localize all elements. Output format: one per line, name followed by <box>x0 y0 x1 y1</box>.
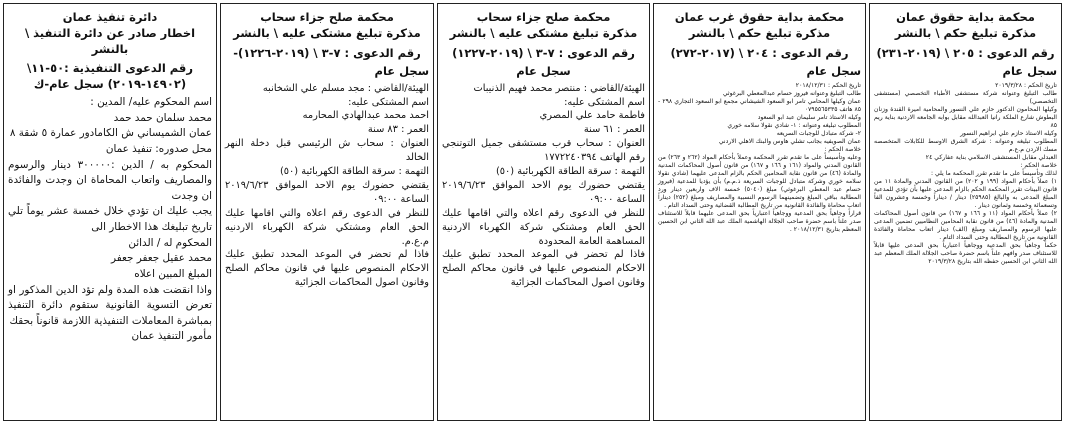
notice-column <box>3 3 217 421</box>
notice-line: وكيلها المحامون الدكتور حازم علي النسور والمحامية اميرة القندة وزنان البطوش شارع الملكة رانيا العبدالله مقابل بوابه الجامعه الاردنية بناية ريم ٨٥ <box>874 105 1057 129</box>
notice-line: اسم المشتكى عليه: <box>564 96 645 108</box>
notice-line: خلاصة الحكم : <box>824 145 861 153</box>
notice-line: طالب التبليغ وعنوانه فيروز حسام عبدالمعطي البرغوثي <box>722 89 861 97</box>
notice-line: عمان وكيلها المحامي تامر ابو السعود الشيشاني مجمع ابو السعود التجاري ٢٩٨ - ٨٥ هاتف ٠٧٩٥٥٦٥٣٣٥ <box>658 97 861 113</box>
court-name: محكمة صلح جزاء سحاب <box>260 10 394 24</box>
notice-line: الهيئة/القاضي : مجد مسلم علي الشخانبه <box>262 82 429 94</box>
record-label: سجل عام <box>374 63 429 78</box>
notice-line: العمر : ٨٣ سنة <box>367 124 429 136</box>
notice-line: محل صدوره: تنفيذ عمان <box>105 143 212 156</box>
notice-line: وكيله الاستاذ تامر سليمان عبد ابو السعود <box>757 113 861 121</box>
notice-line: مأمور التنفيذ عمان <box>131 330 212 343</box>
notice-line: المطلوب تبليغه وعنوانه : ١- شادي نقولا سلامه خوري <box>727 121 861 129</box>
court-name: محكمة صلح جزاء سحاب <box>476 10 611 24</box>
notice-line: يجب عليك ان تؤدي خلال خمسة عشر يوماً تلي تاريخ تبليغك هذا الاخطار الى <box>8 205 212 234</box>
case-number: رقم الدعوى : ٧-٣ \ (٢٠١٩-١٢٢٧) <box>452 45 635 60</box>
notice-line: التهمة : سرقة الطاقة الكهربائية (٥٠) <box>495 166 645 178</box>
notice-line: يقتضي حضورك يوم الاحد الموافق ٢٠١٩/٦/٢٣ الساعة ٠٩:٠٠ <box>225 179 429 205</box>
notice-line: العنوان : سحاب قرب مستشفى جميل التوتنجي رقم الهاتف ١٧٧٢٢٤٠٣٩٤ <box>442 138 645 164</box>
notice-line: فاذا لم تحضر في الموعد المحدد تطبق عليك الاحكام المنصوص عليها في قانون محاكم الصلح وقانون اصول المحاكمات الجزائية <box>442 249 645 289</box>
notice-line: للنظر في الدعوى رقم اعلاه والتي اقامها عليك الحق العام ومشتكي شركة الكهرباء الاردنية المساهمة العامة المحدودة <box>442 207 645 247</box>
notice-line: اسم المحكوم عليه/ المدين : <box>90 96 212 109</box>
record-label: سجل عام <box>516 63 571 78</box>
notice-line: محمد سلمان حمد حمد <box>113 111 212 124</box>
notice-column <box>437 3 650 421</box>
notice-line: ١) عملاً بأحكام المواد (١٩٩ و ٢٠٢) من القانون المدني والمادة ١١ من قانون البينات تقرر المحكمة الحكم بالزام المدعى عليها بأن تؤدي للمدعية المبلغ المدعى به والبالغ (٢٥٩٨٥) دينار / ديناراً وخمسة وعشرون الفاً وتسعمائة وخمسة وثمانون دينار . <box>874 177 1057 210</box>
court-name: دائرة تنفيذ عمان <box>62 10 158 24</box>
memo-title: مذكرة تبليغ مشتكى عليه \ بالنشر <box>449 26 638 40</box>
notice-line: الهيئة/القاضي : منتصر محمد فهيم الذنيبات <box>473 82 645 94</box>
notice-line: خلاصة الحكم : <box>1020 161 1057 169</box>
notice-line: تاريخ الحكم : ٢٠١٩/٣/٢٨ <box>995 81 1057 89</box>
notice-line: تاريخ الحكم : ٢٠١٨/١٢/٣١ <box>795 81 861 89</box>
notice-line: وكيله الاستاذ حازم علي ابراهيم النسور <box>960 129 1057 137</box>
notice-line: احمد محمد عبدالهادي المحارمه <box>302 110 429 122</box>
case-number: رقم الدعوى التنفيذية :٥٠-١١\ (١٤٩٠٢-٢٠١٩) سجل عام-ك <box>27 61 193 92</box>
court-name: محكمة بداية حقوق غرب عمان <box>674 10 845 24</box>
notice-line: العنوان : سحاب ش الرئيسي قبل دخلة النهر الخالد <box>225 138 429 164</box>
memo-title: اخطار صادر عن دائرة التنفيذ \ بالنشر <box>24 26 196 56</box>
notice-line: عمان الصويفيه بجانب تشلي هاوس والبنك الاهلي الاردني <box>718 137 861 145</box>
notice-column <box>653 3 866 421</box>
notice-line: ٢) عملاً بأحكام المواد (١١ و ١٦٦ و ١٦٧) من قانون أصول المحاكمات المدنية والمادة (٤٦) من قانون نقابة المحامين النظاميين تضمين المدعى عليها الرسوم والمصاريف ومبلغ (الف) دينار اتعاب محاماة والفائدة القانونية من تاريخ المطالبة وحتى السداد التام . <box>874 210 1057 242</box>
notice-line: العبدلي مقابل المستشفى الاسلامي بناية عفاركي ٢٤ <box>925 153 1057 161</box>
notice-line: عمان الشميساني ش الكامادور عمارة ٥ شقة ٨ <box>9 127 212 140</box>
notice-line: المحكوم له / الدائن <box>128 236 212 249</box>
notice-line: التهمة : سرقة الطاقة الكهربائية (٥٠) <box>279 166 429 178</box>
notice-line: محمد عقيل جعفر جعفر <box>111 252 212 265</box>
court-name: محكمة بداية حقوق عمان <box>896 10 1035 24</box>
notice-line: وعليه وتأسيساً على ما تقدم تقرر المحكمة وعملاً بأحكام المواد (٢٦٢ و ٢٦٣) من القانون المدني والمواد (١٦١ و ١٦٦ و ١٦٧) من قانون أصول المحاكمات المدنية والمادة (٤٦) من قانون نقابة المحامين الحكم بالزام المدعى عليهما (شادي نقولا سلامه خوري وشركة متبادل للوجبات السريعة ذ.م.م) بأن يؤديا للمدعية (فيروز حسام عبد المعطي البرغوثي) مبلغ (٥٠٤٠) خمسة الاف واربعين دينار ورد المطالبة بباقي المبلغ وتضمينهما الرسوم النسبية والمصاريف ومبلغ (٢٥٢) ديناراً اتعاب محاماة والفائدة القانونية من تاريخ المطالبة القضائية وحتى السداد التام . <box>658 153 862 210</box>
memo-title: مذكرة تبليغ حكم \ بالنشر <box>688 26 831 40</box>
notice-line: ٢- شركة متبادل للوجبات السريعه <box>776 129 861 137</box>
case-number: رقم الدعوى : ٢٠٤ \ (٢٠١٧-٢٧٢) <box>670 45 849 60</box>
record-label: سجل عام <box>806 63 861 78</box>
notice-line: قراراً وجاهياً بحق المدعية ووجاهياً اعتبارياً بحق المدعى عليهما قابلاً للاستئناف صدر علناً باسم حضرة صاحب الجلالة الهاشمية الملك عبد الله الثاني ابن الحسين المعظم بتاريخ ٢٠١٨/١٢/٣١ . <box>658 210 861 234</box>
notice-line: فاذا لم تحضر في الموعد المحدد تطبق عليك الاحكام المنصوص عليها في قانون محاكم الصلح وقانون اصول المحاكمات الجزائية <box>225 249 429 289</box>
notice-line: واذا انقضت هذه المدة ولم تؤد الدين المذكور او تعرض التسوية القانونية ستقوم دائرة التنفيذ بمباشرة المعاملات التنفيذية اللازمة قانوناً بحقك <box>8 283 212 327</box>
notice-column <box>869 3 1062 421</box>
notice-line: طالب التبليغ وعنوانه شركة مستشفى الأطباء التخصصي (مستشفى التخصصي) <box>874 89 1057 105</box>
notice-line: المبلغ المبين اعلاه <box>134 267 212 280</box>
notice-line: حكماً وجاهياً بحق المدعية ووجاهياً اعتبارياً بحق المدعى عليها قابلاً للاستئناف صدر وافهم علناً باسم حضرة صاحب الجلالة الملك المعظم عبد الله الثاني ابن الحسين حفظه الله بتاريخ ٢٠١٩/٣/٢٨ <box>874 242 1057 266</box>
record-label: سجل عام <box>1002 63 1057 78</box>
memo-title: مذكرة تبليغ مشتكى عليه \ بالنشر <box>233 26 421 40</box>
notice-column <box>220 3 434 421</box>
notice-line: لذلك وتأسيساً على ما تقدم تقرر المحكمة ما يلي : <box>930 169 1057 177</box>
notice-line: يقتضي حضورك يوم الاحد الموافق ٢٠١٩/٦/٢٣ الساعة ٠٩:٠٠ <box>442 179 645 205</box>
notice-line: المطلوب تبليغه وعنوانه : شركة الشرق الاوسط للكابلات المتخصصه مسك الاردن م.ع.م <box>874 137 1057 153</box>
case-number: رقم الدعوى : ٢٠٥ \ (٢٠١٩-٢٣١) <box>876 45 1055 60</box>
notice-line: اسم المشتكى عليه: <box>348 96 429 108</box>
notice-line: العمر : ٦١ سنة <box>583 124 645 136</box>
memo-title: مذكرة تبليغ حكم \ بالنشر <box>894 26 1037 40</box>
notice-line: للنظر في الدعوى رقم اعلاه والتي اقامها عليك الحق العام ومشتكي شركة الكهرباء الاردنيه م.ع.م. <box>225 207 429 247</box>
notice-line: فاطمة حامد علي المصري <box>539 110 645 122</box>
notice-line: المحكوم به / الدين :٣٠٠٠٠٠ دينار والرسوم والمصاريف واتعاب المحاماة ان وجدت والفائدة ان وجدت <box>8 158 212 202</box>
case-number: رقم الدعوى : ٧-٣ \ (٢٠١٩-١٢٢٦)- <box>233 45 421 60</box>
